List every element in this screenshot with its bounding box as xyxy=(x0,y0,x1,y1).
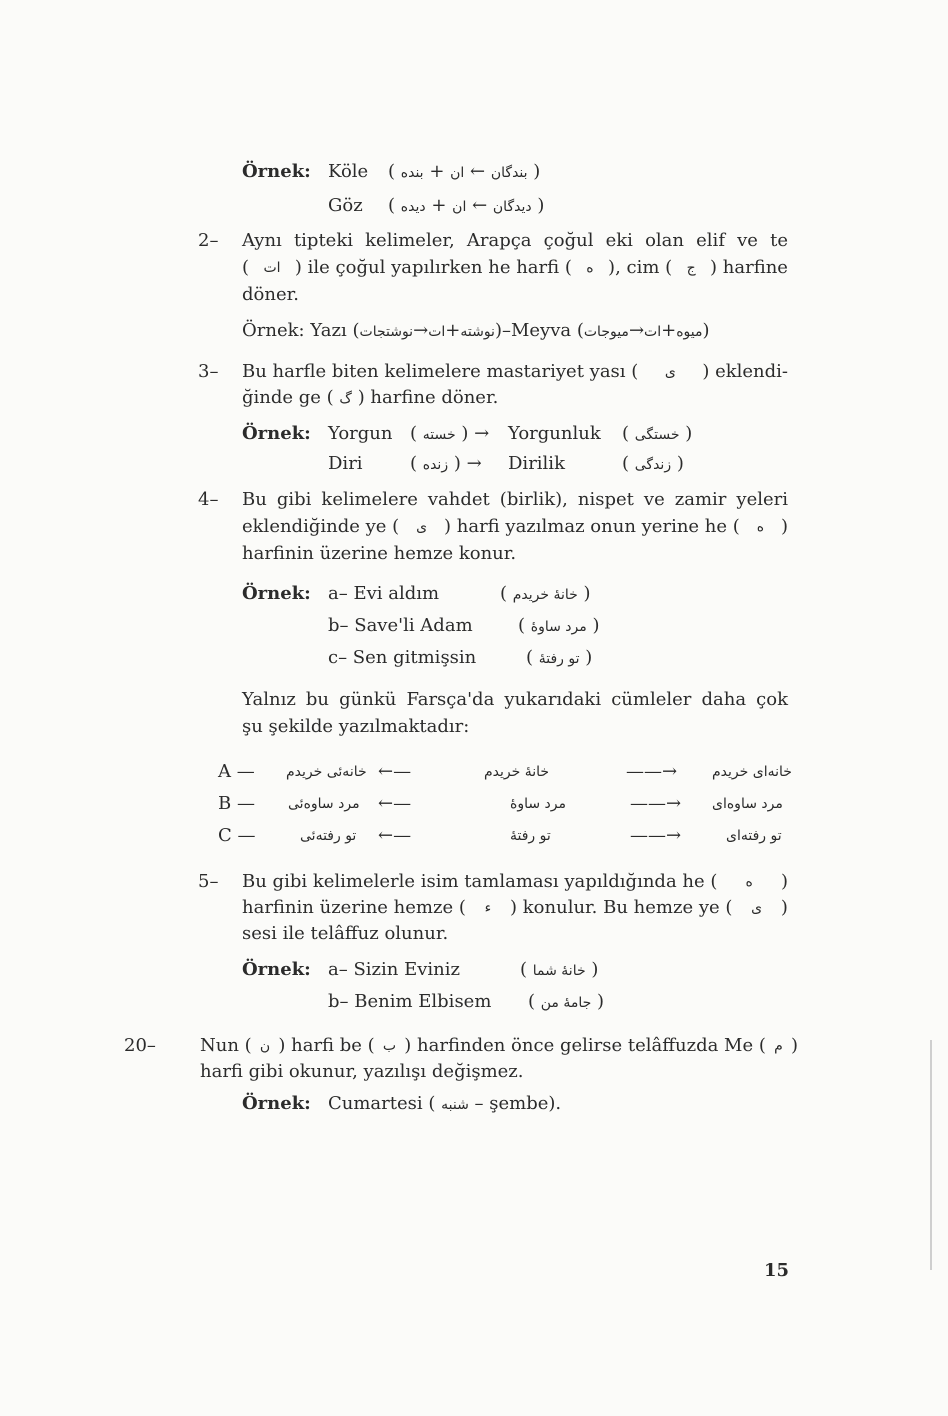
example-4b-fa: ( مرد ساوهٔ ) xyxy=(518,615,600,636)
item-20-line-1: Nun ( ن ) harfi be ( ب ) harfinden önce gelirse telâffuzda Me ( م ) xyxy=(200,1035,798,1056)
example-4b-label: b– Save'li Adam xyxy=(328,615,473,636)
item-4-note-line-1: Yalnız bu günkü Farsça'da yukarıdaki cümleler daha çok xyxy=(242,689,788,710)
example-4c-label: c– Sen gitmişsin xyxy=(328,647,477,668)
transform-row-a-mid: خانهٔ خریدم xyxy=(484,764,550,780)
item-5-line-2: harfinin üzerine hemze ( ء ) konulur. Bu hemze ye ( ی ) xyxy=(242,897,788,918)
item-2-line-2: ( ات ) ile çoğul yapılırken he harfi ( ه ), cim ( ج ) harfine xyxy=(242,257,788,278)
item-4-line-1: Bu gibi kelimelere vahdet (birlik), nispet ve zamir yeleri xyxy=(242,489,788,510)
example-4a-label: a– Evi aldım xyxy=(328,583,440,604)
transform-row-a: A — xyxy=(218,761,255,782)
transform-row-c-mid: تو رفتهٔ xyxy=(510,828,551,844)
item-number-5: 5– xyxy=(198,871,219,892)
scan-edge-line xyxy=(930,1040,932,1270)
item-3-line-1: Bu harfle biten kelimelere mastariyet yası ( ی ) eklendi- xyxy=(242,361,788,382)
item-2-example: Örnek: Yazı ( نوشته+ات→نوشتجات )–Meyva ( میوه+ات→میوجات ) xyxy=(242,320,710,341)
example-fa-yorgun: ( خسته ) → xyxy=(410,423,490,444)
example-word-yorgun: Yorgun xyxy=(328,423,393,444)
example-fa-diri: ( زنده ) → xyxy=(410,453,482,474)
example-word-kole: Köle xyxy=(328,161,369,182)
example-formula-goz: ( دیدگان ← ان + دیده ) xyxy=(388,195,545,216)
example-word-yorgunluk: Yorgunluk xyxy=(508,423,601,444)
example-5b-fa: ( جامهٔ من ) xyxy=(528,991,605,1012)
example-5b-label: b– Benim Elbisem xyxy=(328,991,492,1012)
example-word-diri: Diri xyxy=(328,453,363,474)
example-5a-fa: ( خانهٔ شما ) xyxy=(520,959,599,980)
transform-row-b-mid: مرد ساوهٔ xyxy=(510,796,566,812)
transform-row-c-right: تو رفته‌ای xyxy=(726,828,782,844)
transform-row-b-arrow-right: ——→ xyxy=(630,793,682,814)
transform-row-c-arrow-left: ←— xyxy=(378,825,412,846)
transform-row-b-left: مرد ساوه‌ئی xyxy=(288,796,360,812)
example-word-dirilik: Dirilik xyxy=(508,453,565,474)
example-5a-label: a– Sizin Eviniz xyxy=(328,959,460,980)
item-4-line-2: eklendiğinde ye ( ی ) harfi yazılmaz onun yerine he ( ه ) xyxy=(242,516,788,537)
transform-row-c: C — xyxy=(218,825,256,846)
example-4c-fa: ( تو رفتهٔ ) xyxy=(526,647,593,668)
item-number-2: 2– xyxy=(198,230,219,251)
item-number-20: 20– xyxy=(124,1035,156,1056)
example-label-5: Örnek: xyxy=(242,959,311,980)
transform-row-c-left: تو رفته‌ئی xyxy=(300,828,357,844)
transform-row-a-arrow-right: ——→ xyxy=(626,761,678,782)
example-fa-dirilik: ( زندگی ) xyxy=(622,453,684,474)
example-label-4: Örnek: xyxy=(242,583,311,604)
transform-row-b: B — xyxy=(218,793,255,814)
transform-row-b-arrow-left: ←— xyxy=(378,793,412,814)
item-5-line-1: Bu gibi kelimelerle isim tamlaması yapıldığında he ( ه ) xyxy=(242,871,788,892)
page-number: 15 xyxy=(764,1260,790,1281)
item-20-example: Örnek: Cumartesi ( شنبه – şembe). xyxy=(242,1093,562,1114)
item-number-4: 4– xyxy=(198,489,219,510)
item-4-note-line-2: şu şekilde yazılmaktadır: xyxy=(242,716,470,737)
example-4a-fa: ( خانهٔ خریدم ) xyxy=(500,583,591,604)
item-2-line-3: döner. xyxy=(242,284,299,305)
example-word-goz: Göz xyxy=(328,195,363,216)
item-20-line-2: harfi gibi okunur, yazılışı değişmez. xyxy=(200,1061,524,1082)
transform-row-a-left: خانه‌ئی خریدم xyxy=(286,764,367,780)
example-label-1: Örnek: xyxy=(242,161,311,182)
transform-row-b-right: مرد ساوه‌ای xyxy=(712,796,783,812)
item-4-line-3: harfinin üzerine hemze konur. xyxy=(242,543,517,564)
item-5-line-3: sesi ile telâffuz olunur. xyxy=(242,923,449,944)
transform-row-a-right: خانه‌ای خریدم xyxy=(712,764,792,780)
item-3-line-2: ğinde ge ( گ ) harfine döner. xyxy=(242,387,499,408)
example-label-3: Örnek: xyxy=(242,423,311,444)
transform-row-c-arrow-right: ——→ xyxy=(630,825,682,846)
example-formula-kole: ( بندگان ← ان + بنده ) xyxy=(388,161,541,182)
item-number-3: 3– xyxy=(198,361,219,382)
item-2-line-1: Aynı tipteki kelimeler, Arapça çoğul eki olan elif ve te xyxy=(242,230,788,251)
example-fa-yorgunluk: ( خستگی ) xyxy=(622,423,693,444)
transform-row-a-arrow-left: ←— xyxy=(378,761,412,782)
